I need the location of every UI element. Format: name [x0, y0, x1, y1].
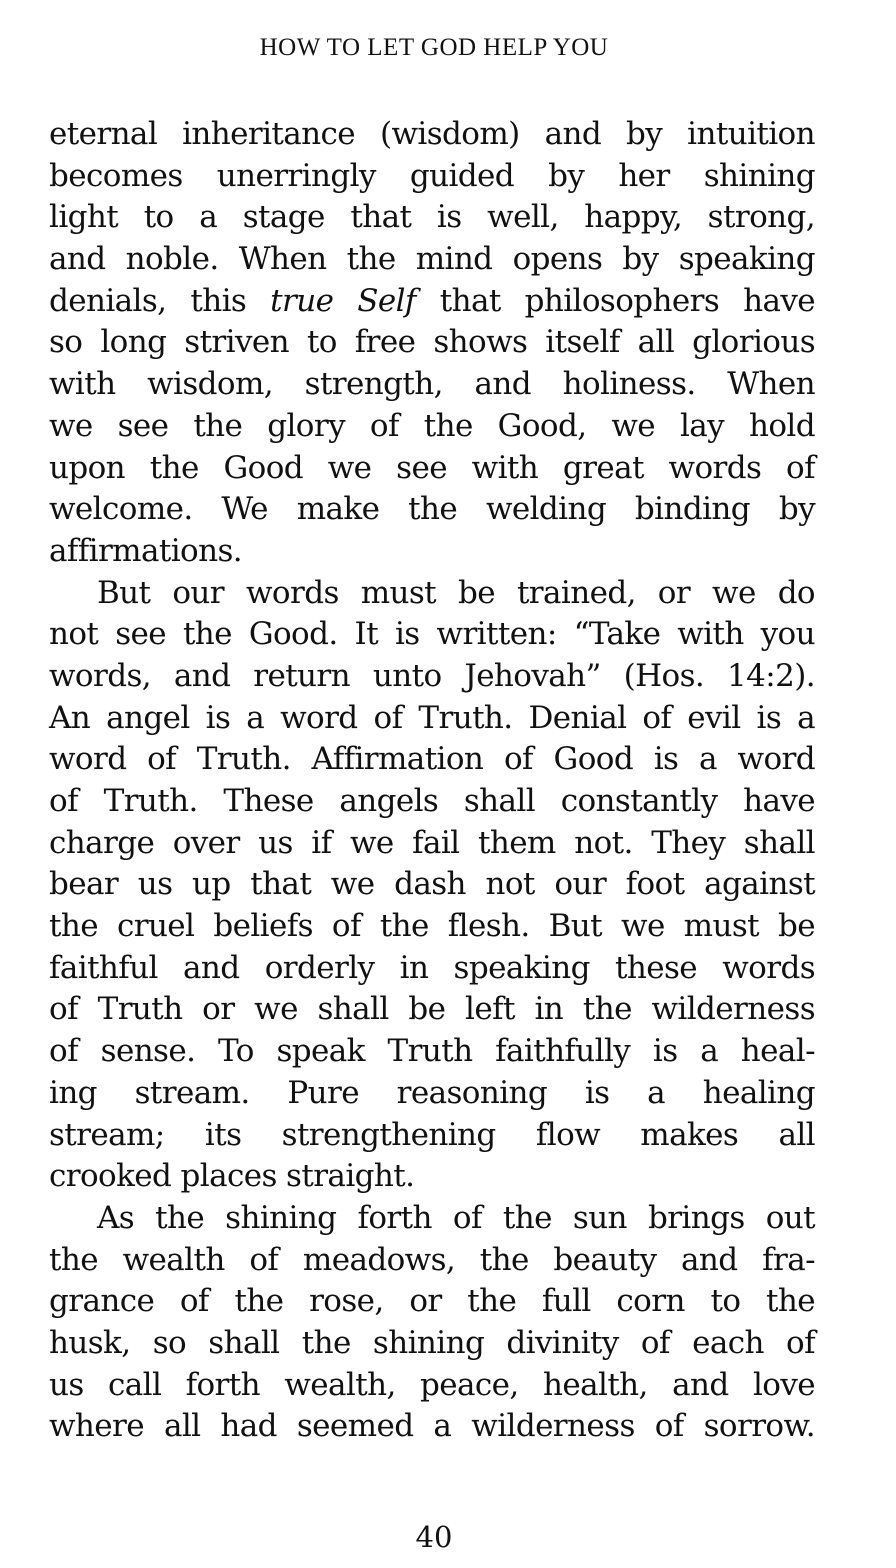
text-line: crooked places straight. [49, 1158, 415, 1195]
text-line: stream; its strengthening flow makes all [49, 1116, 815, 1153]
text-line: of sense. To speak Truth faithfully is a heal- [49, 1033, 815, 1070]
text-line: upon the Good we see with great words of [49, 449, 815, 486]
text-line: light to a stage that is well, happy, strong, [49, 199, 815, 236]
emphasized-phrase: true Self [270, 282, 416, 319]
text-line: charge over us if we fail them not. They shall [49, 824, 815, 861]
text-line: affirmations. [49, 532, 243, 569]
text-line [49, 281, 815, 323]
text-line: bear us up that we dash not our foot against [49, 866, 815, 903]
text-line: us call forth wealth, peace, health, and love [49, 1366, 815, 1403]
text-line: so long striven to free shows itself all glorious [49, 324, 815, 361]
text-line: of Truth or we shall be left in the wilderness [49, 991, 815, 1028]
text-line: we see the glory of the Good, we lay hold [49, 407, 815, 444]
paragraph-first-line: But our words must be trained, or we do [97, 574, 815, 611]
text-line: ing stream. Pure reasoning is a healing [49, 1074, 815, 1111]
text-line: becomes unerringly guided by her shining [49, 157, 815, 194]
text-line: An angel is a word of Truth. Denial of evil is a [49, 699, 815, 736]
text-line: words, and return unto Jehovah” (Hos. 14:2). [49, 657, 815, 694]
text-line: eternal inheritance (wisdom) and by intuition [49, 116, 815, 152]
text-line: where all had seemed a wilderness of sorrow. [49, 1408, 815, 1445]
text-line: the cruel beliefs of the flesh. But we must be [49, 908, 815, 945]
text-line: of Truth. These angels shall constantly have [49, 783, 815, 819]
running-head: HOW TO LET GOD HELP YOU [259, 34, 609, 61]
text-segment: denials, this [49, 282, 247, 319]
text-line: faithful and orderly in speaking these words [49, 949, 815, 986]
body-text [49, 114, 815, 1448]
page-number: 40 [415, 1520, 453, 1554]
text-line: not see the Good. It is written: “Take with you [49, 616, 815, 653]
text-line: grance of the rose, or the full corn to the [49, 1283, 815, 1320]
text-line: welcome. We make the welding binding by [49, 491, 815, 528]
text-line: word of Truth. Affirmation of Good is a word [49, 741, 815, 778]
text-line: husk, so shall the shining divinity of each of [49, 1324, 815, 1361]
text-line: with wisdom, strength, and holiness. When [49, 366, 815, 403]
text-line: the wealth of meadows, the beauty and fra- [49, 1241, 815, 1278]
paragraph-first-line: As the shining forth of the sun brings out [97, 1199, 815, 1236]
text-segment: that philosophers have [439, 282, 815, 319]
text-line: and noble. When the mind opens by speaking [49, 241, 815, 278]
